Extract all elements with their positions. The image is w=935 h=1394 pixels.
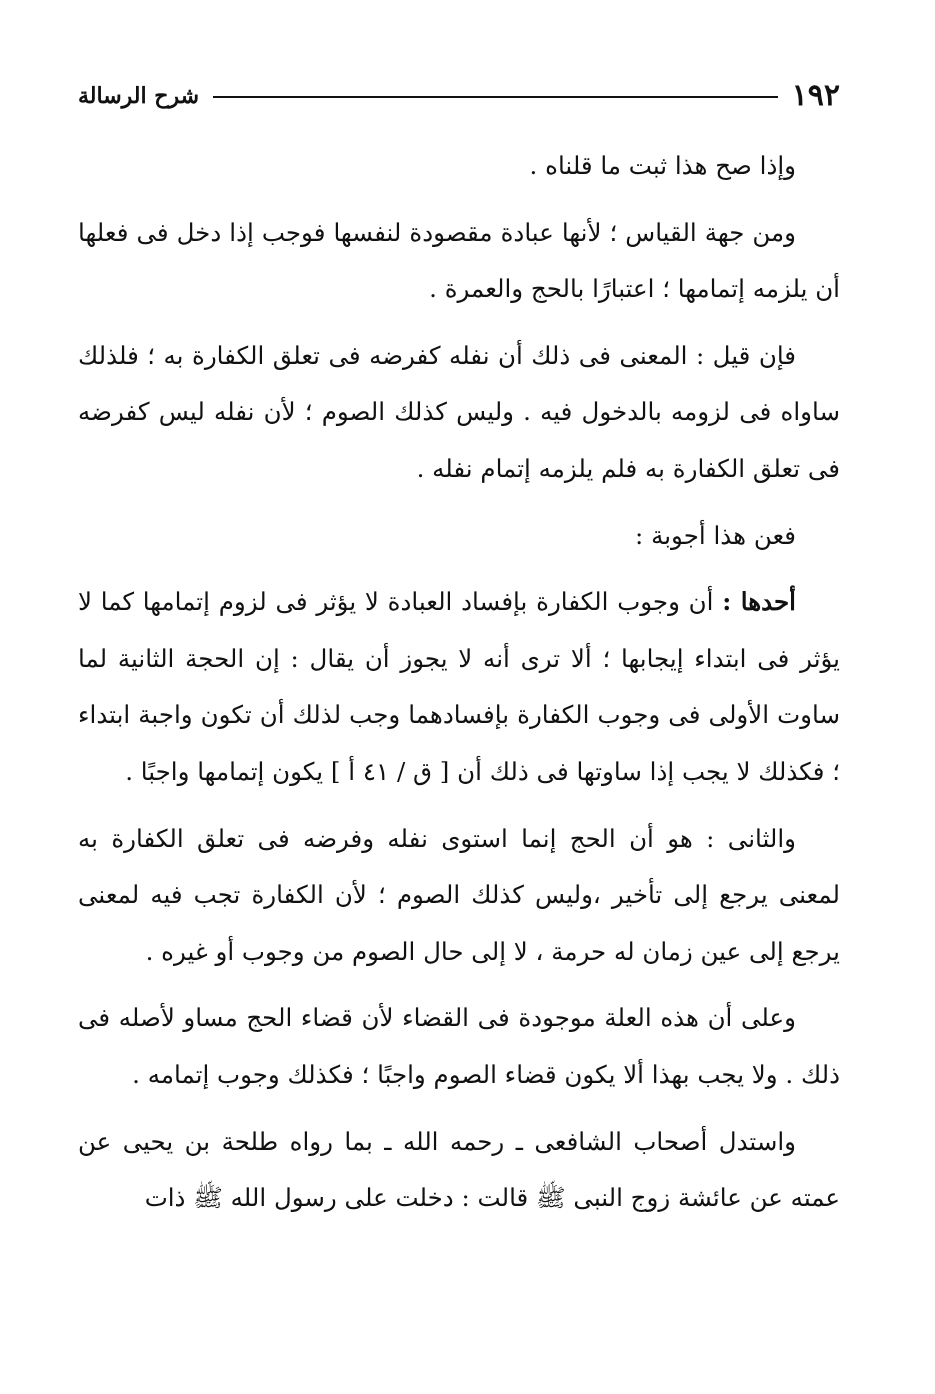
paragraph-1: [78, 138, 840, 195]
paragraph-text: وعلى أن هذه العلة موجودة فى القضاء لأن قضاء الحج مساو لأصله فى ذلك . ولا يجب بهذا ألا يكون قضاء الصوم واجبًا ؛ فكذلك وجوب إتمامه .: [78, 1003, 840, 1089]
paragraph-6: [78, 811, 840, 981]
paragraph-8: [78, 1114, 840, 1227]
paragraph-text: فعن هذا أجوبة :: [635, 520, 796, 550]
paragraph-text: فإن قيل : المعنى فى ذلك أن نفله كفرضه فى تعلق الكفارة به ؛ فلذلك ساواه فى لزومه بالدخول فيه . وليس كذلك الصوم ؛ لأن نفله ليس كفرضه فى تعلق الكفارة به فلم يلزمه إتمام نفله .: [78, 340, 840, 483]
running-title: شرح الرسالة: [78, 83, 200, 109]
page-number: ١٩٢: [791, 78, 840, 113]
body-text: [78, 138, 840, 1237]
paragraph-2: [78, 205, 840, 318]
paragraph-7: [78, 990, 840, 1103]
header-rule: [213, 96, 778, 98]
paragraph-text: والثانى : هو أن الحج إنما استوى نفله وفرضه فى تعلق الكفارة به لمعنى يرجع إلى تأخير ،وليس كذلك الصوم ؛ لأن الكفارة تجب فيه لمعنى يرجع إلى عين زمان له حرمة ، لا إلى حال الصوم من وجوب أو غيره .: [78, 823, 840, 966]
paragraph-lead: أحدها :: [722, 587, 796, 617]
paragraph-5: [78, 574, 840, 800]
paragraph-3: [78, 328, 840, 498]
page-header: [78, 76, 840, 116]
paragraph-text: وإذا صح هذا ثبت ما قلناه .: [529, 151, 796, 180]
paragraph-text: واستدل أصحاب الشافعى ـ رحمه الله ـ بما رواه طلحة بن يحيى عن عمته عن عائشة زوج النبى ﷺ قالت : دخلت على رسول الله ﷺ ذات: [78, 1126, 840, 1213]
paragraph-text: ومن جهة القياس ؛ لأنها عبادة مقصودة لنفسها فوجب إذا دخل فى فعلها أن يلزمه إتمامها ؛ اعتبارًا بالحج والعمرة .: [78, 217, 840, 304]
paragraph-text: أن وجوب الكفارة بإفساد العبادة لا يؤثر فى لزوم إتمامها كما لا يؤثر فى ابتداء إيجابها ؛ ألا ترى أنه لا يجوز أن يقال : إن الحجة الثانية لما ساوت الأولى فى وجوب الكفارة بإفسادهما وجب لذلك أن تكون واجبة ابتداء ؛ فكذلك لا يجب إذا ساوتها فى ذلك أن [ ق / ٤١ أ ] يكون إتمامها واجبًا .: [78, 587, 840, 786]
paragraph-4: [78, 508, 840, 565]
